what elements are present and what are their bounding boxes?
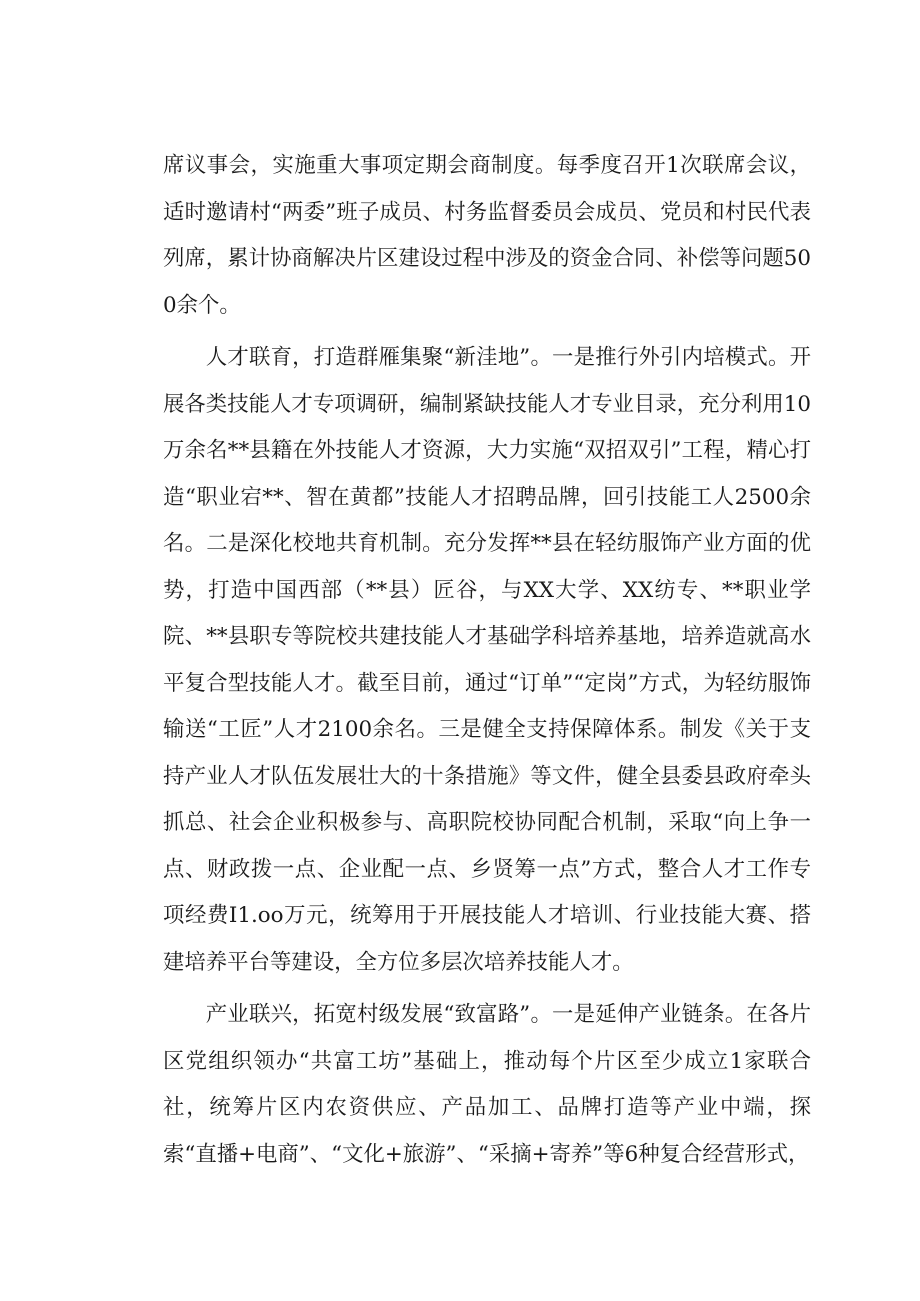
paragraph-continuation: 席议事会，实施重大事项定期会商制度。每季度召开1次联席会议，适时邀请村“两委”班子成员、村务监督委员会成员、党员和村民代表列席，累计协商解决片区建设过程中涉及的资金合同、补偿等问题500余个。	[163, 153, 811, 318]
paragraph-industry-development: 产业联兴，拓宽村级发展“致富路”。一是延伸产业链条。在各片区党组织领办“共富工坊”基础上，推动每个片区至少成立1家联合社，统筹片区内农资供应、产品加工、品牌打造等产业中端，探索“直播+电商”、“文化+旅游”、“采摘+寄养”等6种复合经营形式，	[163, 1002, 811, 1167]
document-body	[163, 143, 811, 1178]
paragraph-talent-cultivation: 人才联育，打造群雁集聚“新洼地”。一是推行外引内培模式。开展各类技能人才专项调研，编制紧缺技能人才专业目录，充分利用10万余名**县籍在外技能人才资源，大力实施“双招双引”工程，精心打造“职业宕**、智在黄都”技能人才招聘品牌，回引技能工人2500余名。二是深化校地共育机制。充分发挥**县在轻纺服饰产业方面的优势，打造中国西部（**县）匠谷，与XX大学、XX纺专、**职业学院、**县职专等院校共建技能人才基础学科培养基地，培养造就高水平复合型技能人才。截至目前，通过“订单”“定岗”方式，为轻纺服饰输送“工匠”人才2100余名。三是健全支持保障体系。制发《关于支持产业人才队伍发展壮大的十条措施》等文件，健全县委县政府牵头抓总、社会企业积极参与、高职院校协同配合机制，采取“向上争一点、财政拨一点、企业配一点、乡贤筹一点”方式，整合人才工作专项经费I1.oo万元，统筹用于开展技能人才培训、行业技能大赛、搭建培养平台等建设，全方位多层次培养技能人才。	[163, 345, 811, 975]
